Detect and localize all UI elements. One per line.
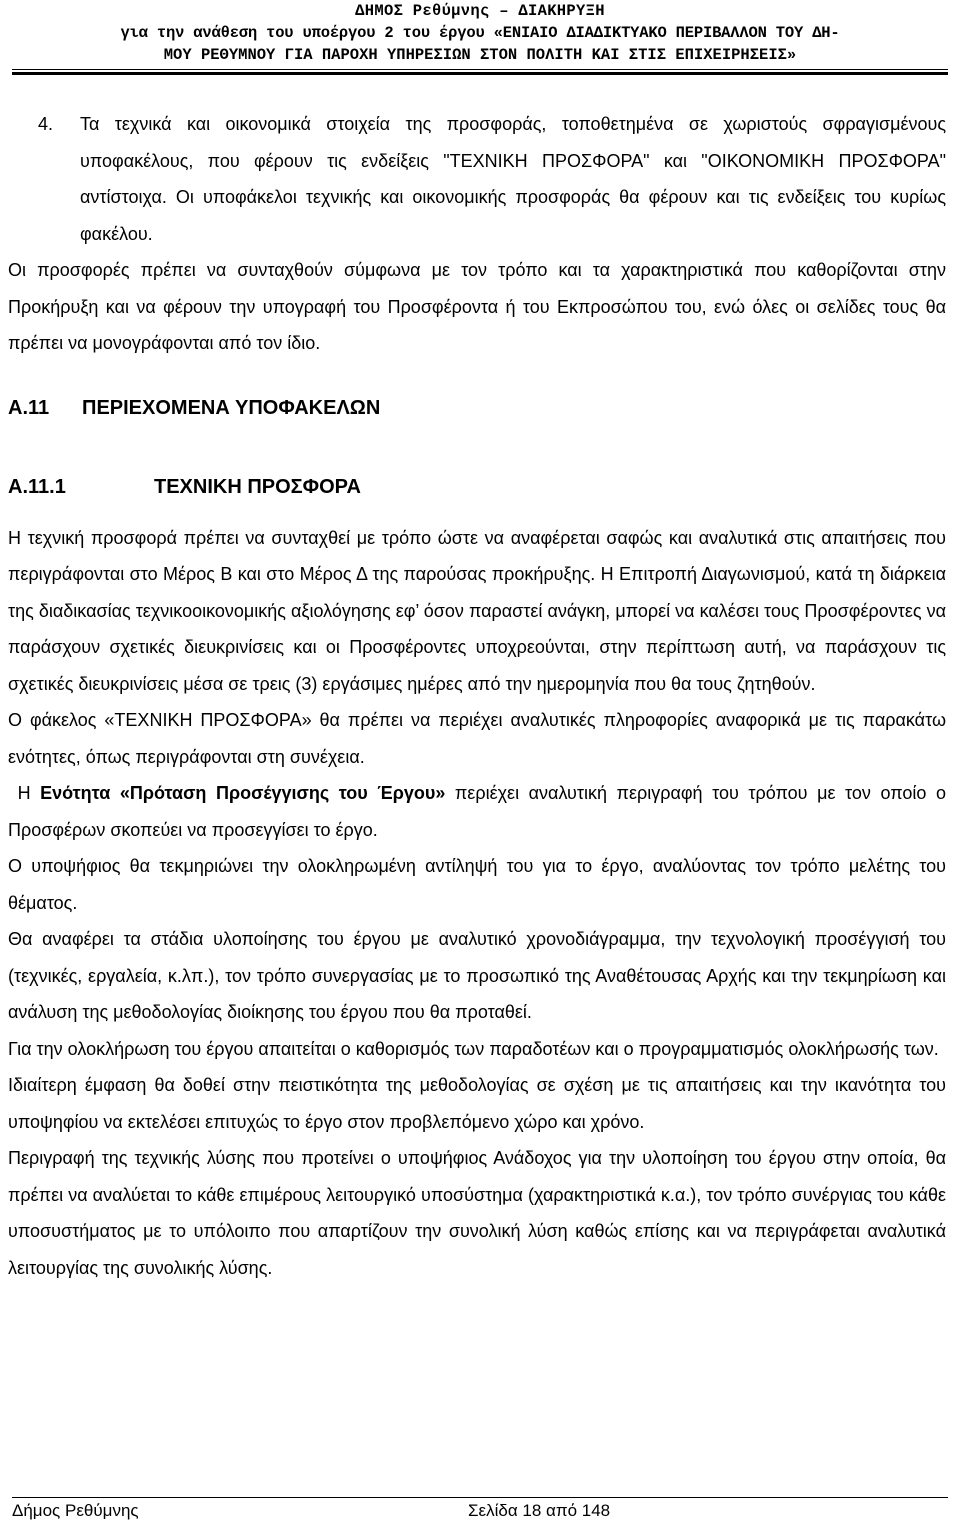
list-item-4 <box>8 106 946 252</box>
paragraph-technical-offer: Η τεχνική προσφορά πρέπει να συνταχθεί με τρόπο ώστε να αναφέρεται σαφώς και αναλυτικά στις απαιτήσεις που περιγράφονται στο Μέρος Β και στο Μέρος Δ της παρούσας προκήρυξης. Η Επιτροπή Διαγωνισμού, κατά τη διάρκεια της διαδικασίας τεχνικοοικονομικής αξιολόγησης εφ’ όσον παραστεί ανάγκη, μπορεί να καλέσει τους Προσφέροντες να παράσχουν σχετικές διευκρινίσεις και οι Προσφέροντες υποχρεούνται, στην περίπτωση αυτή, να παράσχουν τις σχετικές διευκρινίσεις μέσα σε τρεις (3) εργάσιμες ημέρες από την ημερομηνία που θα τους ζητηθούν. <box>8 527 946 694</box>
header-divider-thick <box>12 72 948 75</box>
document-body <box>8 106 946 1286</box>
section-title: ΠΕΡΙΕΧΟΜΕΝΑ ΥΠΟΦΑΚΕΛΩΝ <box>82 396 381 419</box>
list-item-text: Τα τεχνικά και οικονομικά στοιχεία της προσφοράς, τοποθετημένα σε χωριστούς σφραγισμένους υποφακέλους, που φέρουν τις ενδείξεις "ΤΕΧΝΙΚΗ ΠΡΟΣΦΟΡΑ" και "ΟΙΚΟΝΟΜΙΚΗ ΠΡΟΣΦΟΡΑ" αντίστοιχα. Οι υποφάκελοι τεχνικής και οικονομικής προσφοράς θα φέρουν και τις ενδείξεις του κυρίως φακέλου. <box>80 114 946 244</box>
header-subtitle-line2: ΜΟΥ ΡΕΘΥΜΝΟΥ ΓΙΑ ΠΑΡΟΧΗ ΥΠΗΡΕΣΙΩΝ ΣΤΟΝ ΠΟΛΙΤΗ ΚΑΙ ΣΤΙΣ ΕΠΙΧΕΙΡΗΣΕΙΣ» <box>163 46 797 64</box>
header-subtitle-line1: για την ανάθεση του υποέργου 2 του έργου «ΕΝΙΑΙΟ ΔΙΑΔΙΚΤΥΑΚΟ ΠΕΡΙΒΑΛΛΟΝ ΤΟΥ ΔΗ- <box>120 24 840 42</box>
paragraph-approach-section <box>8 775 946 848</box>
list-item-number: 4. <box>38 114 54 134</box>
header-title: ΔΗΜΟΣ Ρεθύμνης – ΔΙΑΚΗΡΥΞΗ <box>355 2 605 20</box>
paragraph-envelope-contents: Ο φάκελος «ΤΕΧΝΙΚΗ ΠΡΟΣΦΟΡΑ» θα πρέπει να περιέχει αναλυτικές πληροφορίες αναφορικά με τις παρακάτω ενότητες, όπως περιγράφονται στη συνέχεια. <box>8 710 946 767</box>
section-code: Α.11 <box>8 396 50 419</box>
subsection-title: ΤΕΧΝΙΚΗ ΠΡΟΣΦΟΡΑ <box>154 475 361 498</box>
section-heading <box>8 395 946 421</box>
paragraph-implementation-stages: Θα αναφέρει τα στάδια υλοποίησης του έργου με αναλυτικό χρονοδιάγραμμα, την τεχνολογική προσέγγισή του (τεχνικές, εργαλεία, κ.λπ.), τον τρόπο συνεργασίας με το προσωπικό της Αναθέτουσας Αρχής και την τεκμηρίωση και ανάλυση της μεθοδολογίας διοίκησης του έργου που θα προταθεί. <box>8 929 946 1022</box>
footer-page-number: Σελίδα 18 από 148 <box>468 1501 611 1520</box>
paragraph-technical-solution: Περιγραφή της τεχνικής λύσης που προτείνει ο υποψήφιος Ανάδοχος για την υλοποίηση του έργου στην οποία, θα πρέπει να αναλύεται το κάθε επιμέρους λειτουργικό υποσύστημα (χαρακτηριστικά κ.α.), τον τρόπο συνέργιας του κάθε υποσυστήματος με το υπόλοιπο που απαρτίζουν την συνολική λύση καθώς επίσης και να περιγράφεται αναλυτικά λειτουργίας της συνολικής λύσης. <box>8 1148 946 1278</box>
paragraph-deliverables: Για την ολοκλήρωση του έργου απαιτείται ο καθορισμός των παραδοτέων και ο προγραμματισμός ολοκλήρωσής των. <box>8 1038 939 1059</box>
page-footer <box>12 1497 948 1520</box>
paragraph-approach-start: Η <box>8 783 41 803</box>
paragraph-methodology-emphasis: Ιδιαίτερη έμφαση θα δοθεί στην πειστικότητα της μεθοδολογίας σε σχέση με τις απαιτήσεις και την ικανότητα του υποψηφίου να εκτελέσει επιτυχώς το έργο στον προβλεπόμενο χώρο και χρόνο. <box>8 1075 946 1132</box>
paragraph-approach-rest: περιέχει αναλυτική περιγραφή του τρόπου με τον οποίο ο Προσφέρων σκοπεύει να προσεγγίσει το έργο. <box>8 783 946 840</box>
paragraph-approach-bold: Ενότητα «Πρόταση Προσέγγισης του Έργου» <box>40 783 446 803</box>
header-divider-thin <box>12 69 948 70</box>
subsection-code: Α.11.1 <box>8 475 66 498</box>
subsection-heading <box>8 474 946 500</box>
page-header <box>0 0 960 66</box>
paragraph-signature: Οι προσφορές πρέπει να συνταχθούν σύμφωνα με τον τρόπο και τα χαρακτηριστικά που καθορίζονται στην Προκήρυξη και να φέρουν την υπογραφή του Προσφέροντα ή του Εκπροσώπου του, ενώ όλες οι σελίδες τους θα πρέπει να μονογράφονται από τον ίδιο. <box>8 260 946 353</box>
paragraph-understanding: Ο υποψήφιος θα τεκμηριώνει την ολοκληρωμένη αντίληψή του για το έργο, αναλύοντας τον τρόπο μελέτης του θέματος. <box>8 856 946 913</box>
footer-municipality: Δήμος Ρεθύμνης <box>12 1501 139 1520</box>
